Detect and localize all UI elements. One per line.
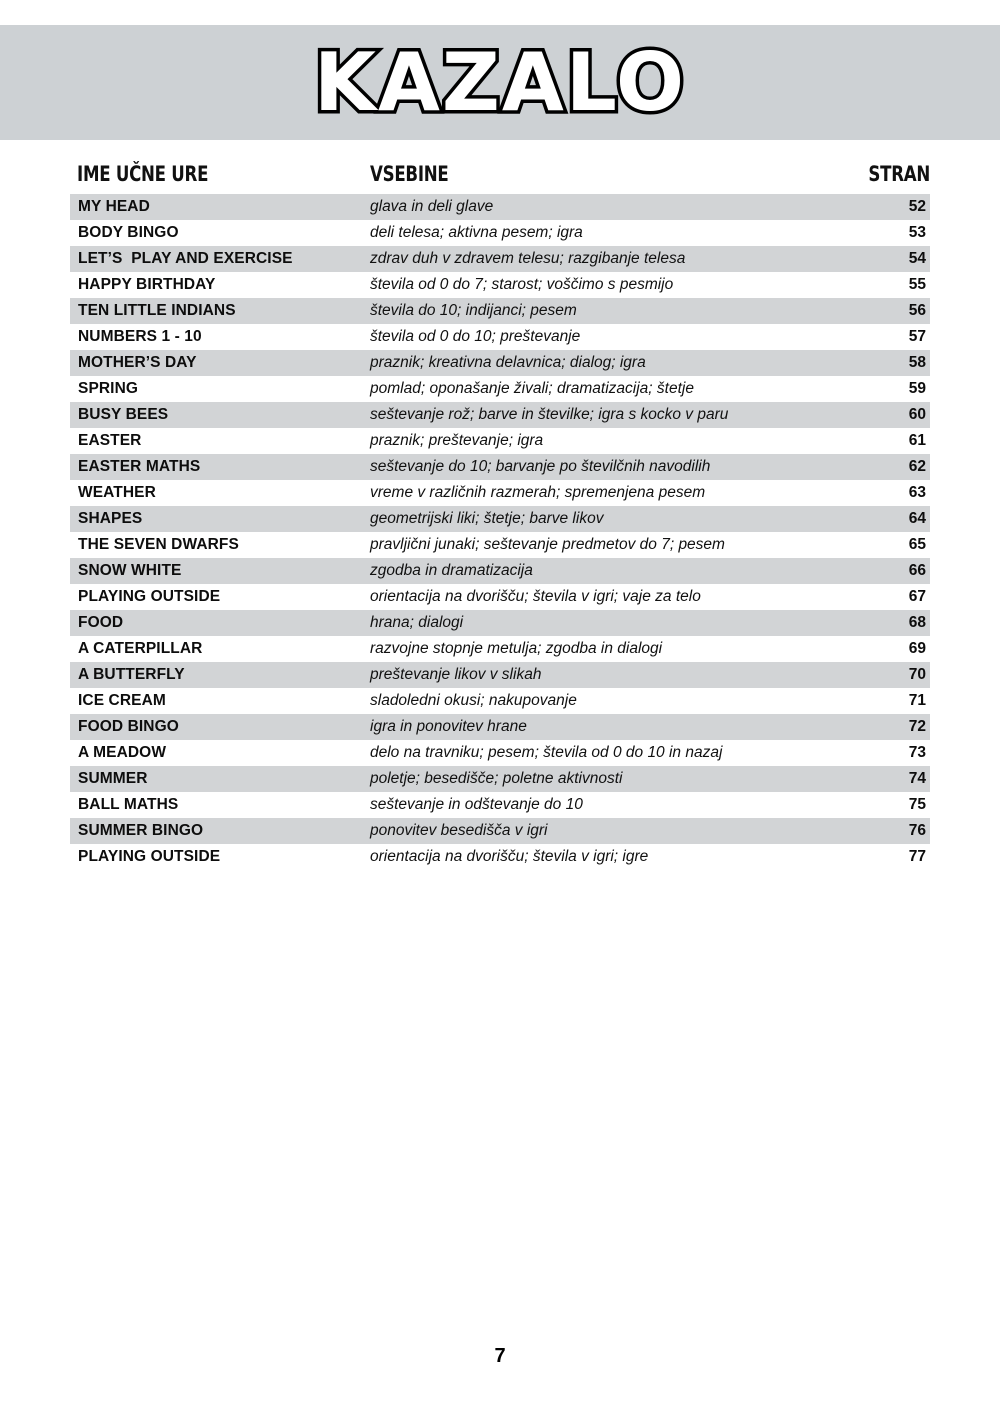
cell-page-number: 64 [908,510,926,527]
table-row[interactable] [70,792,930,818]
cell-contents: zdrav duh v zdravem telesu; razgibanje telesa [370,250,686,267]
cell-contents: hrana; dialogi [370,614,464,631]
cell-lesson-name: EASTER [78,432,142,449]
cell-lesson-name: PLAYING OUTSIDE [78,848,221,865]
cell-lesson-name: NUMBERS 1 - 10 [78,328,202,345]
cell-page-number: 72 [908,718,926,735]
cell-contents: pomlad; oponašanje živali; dramatizacija; štetje [370,380,694,397]
cell-contents: praznik; kreativna delavnica; dialog; igra [370,354,646,371]
table-row[interactable] [70,220,930,246]
column-header-contents: VSEBINE [370,162,449,186]
cell-lesson-name: HAPPY BIRTHDAY [78,276,216,293]
cell-lesson-name: SUMMER BINGO [78,822,204,839]
table-row[interactable] [70,194,930,220]
cell-contents: preštevanje likov v slikah [370,666,542,683]
table-row[interactable] [70,766,930,792]
cell-page-number: 55 [908,276,926,293]
cell-contents: sladoledni okusi; nakupovanje [370,692,577,709]
cell-lesson-name: A MEADOW [78,744,167,761]
cell-page-number: 74 [908,770,926,787]
cell-contents: orientacija na dvorišču; števila v igri; igre [370,848,649,865]
cell-lesson-name: BALL MATHS [78,796,179,813]
cell-page-number: 67 [908,588,926,605]
cell-page-number: 60 [908,406,926,423]
table-row[interactable] [70,584,930,610]
cell-lesson-name: A CATERPILLAR [78,640,203,657]
cell-page-number: 65 [908,536,926,553]
table-row[interactable] [70,298,930,324]
cell-page-number: 69 [908,640,926,657]
cell-page-number: 54 [908,250,926,267]
cell-contents: glava in deli glave [370,198,494,215]
table-row[interactable] [70,740,930,766]
cell-page-number: 57 [908,328,926,345]
table-row[interactable] [70,662,930,688]
column-header-lesson-name: IME UČNE URE [77,162,209,186]
cell-lesson-name: FOOD BINGO [78,718,179,735]
cell-page-number: 66 [908,562,926,579]
table-header-row [70,148,930,190]
cell-page-number: 75 [908,796,926,813]
cell-page-number: 53 [908,224,926,241]
cell-contents: zgodba in dramatizacija [370,562,533,579]
cell-lesson-name: TEN LITTLE INDIANS [78,302,236,319]
cell-page-number: 61 [908,432,926,449]
table-row[interactable] [70,636,930,662]
cell-lesson-name: SPRING [78,380,139,397]
table-row[interactable] [70,714,930,740]
cell-contents: vreme v različnih razmerah; spremenjena pesem [370,484,706,501]
cell-contents: seštevanje in odštevanje do 10 [370,796,583,813]
cell-page-number: 56 [908,302,926,319]
table-row[interactable] [70,844,930,870]
cell-contents: razvojne stopnje metulja; zgodba in dialogi [370,640,663,657]
cell-lesson-name: EASTER MATHS [78,458,201,475]
cell-page-number: 70 [908,666,926,683]
table-row[interactable] [70,454,930,480]
cell-page-number: 62 [908,458,926,475]
table-row[interactable] [70,428,930,454]
cell-lesson-name: SUMMER [78,770,148,787]
table-body [70,194,930,870]
column-header-page: STRAN [868,162,930,186]
cell-contents: praznik; preštevanje; igra [370,432,544,449]
cell-page-number: 76 [908,822,926,839]
cell-contents: števila do 10; indijanci; pesem [370,302,577,319]
cell-page-number: 63 [908,484,926,501]
cell-lesson-name: SNOW WHITE [78,562,182,579]
cell-lesson-name: FOOD [78,614,124,631]
cell-lesson-name: ICE CREAM [78,692,166,709]
cell-lesson-name: MY HEAD [78,198,150,215]
cell-lesson-name: SHAPES [78,510,143,527]
cell-contents: orientacija na dvorišču; števila v igri; vaje za telo [370,588,701,605]
cell-contents: seštevanje do 10; barvanje po številčnih navodilih [370,458,711,475]
table-row[interactable] [70,532,930,558]
table-row[interactable] [70,272,930,298]
cell-contents: seštevanje rož; barve in številke; igra s kocko v paru [370,406,729,423]
cell-lesson-name: PLAYING OUTSIDE [78,588,221,605]
cell-page-number: 68 [908,614,926,631]
cell-page-number: 52 [908,198,926,215]
footer-page-number: 7 [494,1345,506,1367]
cell-lesson-name: A BUTTERFLY [78,666,185,683]
cell-page-number: 58 [908,354,926,371]
table-row[interactable] [70,376,930,402]
cell-contents: deli telesa; aktivna pesem; igra [370,224,583,241]
cell-contents: poletje; besedišče; poletne aktivnosti [370,770,623,787]
cell-page-number: 77 [908,848,926,865]
table-row[interactable] [70,480,930,506]
cell-page-number: 73 [908,744,926,761]
table-row[interactable] [70,324,930,350]
cell-contents: igra in ponovitev hrane [370,718,527,735]
table-of-contents [70,148,930,870]
title-banner [0,25,1000,140]
cell-lesson-name: BUSY BEES [78,406,169,423]
cell-contents: števila od 0 do 7; starost; voščimo s pesmijo [370,276,674,293]
cell-contents: delo na travniku; pesem; števila od 0 do 10 in nazaj [370,744,723,761]
cell-lesson-name: THE SEVEN DWARFS [78,536,239,553]
table-row[interactable] [70,350,930,376]
cell-contents: geometrijski liki; štetje; barve likov [370,510,604,527]
table-row[interactable] [70,688,930,714]
table-row[interactable] [70,506,930,532]
cell-contents: ponovitev besedišča v igri [370,822,548,839]
cell-lesson-name: MOTHER’S DAY [78,354,197,371]
cell-lesson-name: BODY BINGO [78,224,179,241]
cell-page-number: 59 [908,380,926,397]
table-row[interactable] [70,402,930,428]
table-row[interactable] [70,246,930,272]
cell-lesson-name: LET’S PLAY AND EXERCISE [78,250,293,267]
page-title: KAZALO [314,35,686,129]
table-row[interactable] [70,558,930,584]
cell-page-number: 71 [908,692,926,709]
cell-lesson-name: WEATHER [78,484,156,501]
cell-contents: pravljični junaki; seštevanje predmetov do 7; pesem [370,536,725,553]
cell-contents: števila od 0 do 10; preštevanje [370,328,581,345]
table-row[interactable] [70,610,930,636]
table-row[interactable] [70,818,930,844]
